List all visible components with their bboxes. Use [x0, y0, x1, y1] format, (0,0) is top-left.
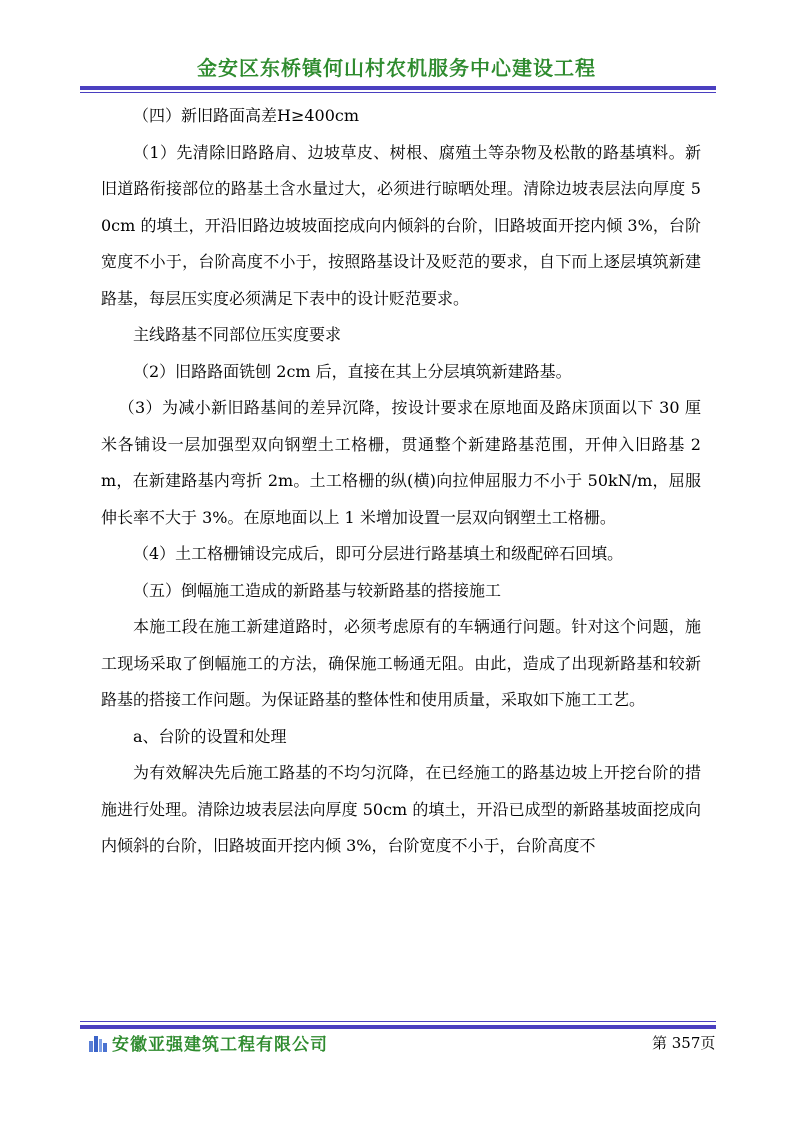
- footer-rule-thick: [80, 1025, 716, 1029]
- paragraph: 本施工段在施工新建道路时，必须考虑原有的车辆通行问题。针对这个问题，施工现场采取了倒幅施工的方法，确保施工畅通无阻。由此，造成了出现新路基和较新路基的搭接工作问题。为保证路基的整体性和使用质量，采取如下施工工艺。: [101, 617, 701, 709]
- footer-rule-thin: [80, 1021, 716, 1022]
- subsection-heading: a、台阶的设置和处理: [133, 726, 287, 746]
- document-header-title: 金安区东桥镇何山村农机服务中心建设工程: [197, 56, 596, 80]
- section-heading: （五）倒幅施工造成的新路基与较新路基的搭接施工: [133, 580, 502, 600]
- footer-company: [88, 1030, 328, 1055]
- paragraph: （1）先清除旧路路肩、边坡草皮、树根、腐殖土等杂物及松散的路基填料。新旧道路衔接部位的路基土含水量过大，必须进行晾晒处理。清除边坡表层法向厚度 50cm 的填土，开沿旧路边坡坡面挖成向内倾斜的台阶，旧路坡面开挖内倾 3%，台阶宽度不小于，台阶高度不小于，按照路基设计及贬范的要求，自下而上逐层填筑新建路基，每层压实度必须满足下表中的设计贬范要求。: [101, 142, 701, 308]
- document-body: [101, 98, 701, 865]
- company-logo-icon: [88, 1033, 108, 1053]
- paragraph: （3）为减小新旧路基间的差异沉降，按设计要求在原地面及路床顶面以下 30 厘米各铺设一层加强型双向钢塑土工格栅，贯通整个新建路基范围，开伸入旧路基 2m，在新建路基内弯折 2m。土工格栅的纵(横)向拉伸屈服力不小于 50kN/m，屈服伸长率不大于 3%。在原地面以上 1 米增加设置一层双向钢塑土工格栅。: [101, 398, 701, 527]
- table-caption: 主线路基不同部位压实度要求: [133, 325, 342, 344]
- header-rule-thin: [80, 92, 716, 93]
- page-number: 第 357页: [652, 1034, 716, 1052]
- paragraph: （4）土工格栅铺设完成后，即可分层进行路基填土和级配碎石回填。: [133, 544, 624, 563]
- footer-company-name: 安徽亚强建筑工程有限公司: [112, 1035, 328, 1055]
- section-heading: （四）新旧路面高差H≥400cm: [133, 106, 360, 125]
- header-rule-thick: [80, 86, 716, 90]
- paragraph: （2）旧路路面铣刨 2cm 后，直接在其上分层填筑新建路基。: [133, 361, 572, 381]
- paragraph: 为有效解决先后施工路基的不均匀沉降，在已经施工的路基边坡上开挖台阶的措施进行处理。清除边坡表层法向厚度 50cm 的填土，开沿已成型的新路基坡面挖成向内倾斜的台阶，旧路坡面开挖内倾 3%，台阶宽度不小于，台阶高度不: [101, 763, 701, 855]
